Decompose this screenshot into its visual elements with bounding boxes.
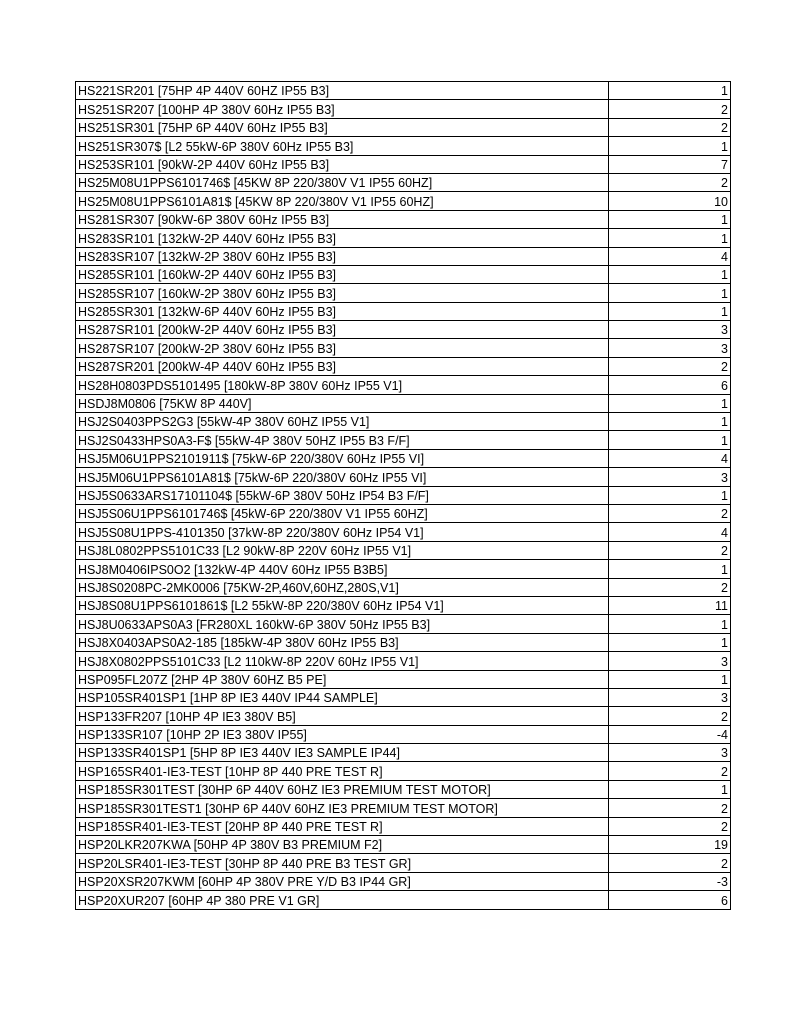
quantity-cell: 1 (609, 486, 731, 504)
item-description-cell: HS283SR101 [132kW-2P 440V 60Hz IP55 B3] (76, 229, 609, 247)
table-row (76, 836, 731, 854)
table-row (76, 854, 731, 872)
table-row (76, 210, 731, 228)
item-description-cell: HSJ5S08U1PPS-4101350 [37kW-8P 220/380V 60Hz IP54 V1] (76, 523, 609, 541)
table-row (76, 137, 731, 155)
item-description-cell: HSJ8X0403APS0A2-185 [185kW-4P 380V 60Hz IP55 B3] (76, 633, 609, 651)
quantity-cell: 19 (609, 836, 731, 854)
quantity-cell: 3 (609, 468, 731, 486)
table-row (76, 780, 731, 798)
item-description-cell: HS285SR301 [132kW-6P 440V 60Hz IP55 B3] (76, 302, 609, 320)
table-row (76, 541, 731, 559)
quantity-cell: 2 (609, 118, 731, 136)
table-row (76, 449, 731, 467)
quantity-cell: 3 (609, 688, 731, 706)
item-description-cell: HSP165SR401-IE3-TEST [10HP 8P 440 PRE TEST R] (76, 762, 609, 780)
item-description-cell: HS251SR301 [75HP 6P 440V 60Hz IP55 B3] (76, 118, 609, 136)
table-row (76, 615, 731, 633)
table-row (76, 633, 731, 651)
item-description-cell: HSP20LKR207KWA [50HP 4P 380V B3 PREMIUM F2] (76, 836, 609, 854)
quantity-cell: 3 (609, 339, 731, 357)
table-row (76, 192, 731, 210)
item-description-cell: HSP133FR207 [10HP 4P IE3 380V B5] (76, 707, 609, 725)
quantity-cell: 11 (609, 596, 731, 614)
item-description-cell: HS251SR307$ [L2 55kW-6P 380V 60Hz IP55 B3] (76, 137, 609, 155)
item-description-cell: HSJ2S0403PPS2G3 [55kW-4P 380V 60HZ IP55 V1] (76, 413, 609, 431)
item-description-cell: HSJ8U0633APS0A3 [FR280XL 160kW-6P 380V 50Hz IP55 B3] (76, 615, 609, 633)
table-row (76, 100, 731, 118)
table-row (76, 578, 731, 596)
quantity-cell: 2 (609, 799, 731, 817)
table-row (76, 688, 731, 706)
quantity-cell: 2 (609, 817, 731, 835)
item-description-cell: HS25M08U1PPS6101746$ [45KW 8P 220/380V V1 IP55 60HZ] (76, 173, 609, 191)
table-row (76, 725, 731, 743)
quantity-cell: 1 (609, 560, 731, 578)
table-row (76, 468, 731, 486)
item-description-cell: HS221SR201 [75HP 4P 440V 60HZ IP55 B3] (76, 82, 609, 100)
item-description-cell: HSP185SR401-IE3-TEST [20HP 8P 440 PRE TEST R] (76, 817, 609, 835)
item-description-cell: HS285SR107 [160kW-2P 380V 60Hz IP55 B3] (76, 284, 609, 302)
quantity-cell: 2 (609, 854, 731, 872)
item-description-cell: HS281SR307 [90kW-6P 380V 60Hz IP55 B3] (76, 210, 609, 228)
item-description-cell: HS28H0803PDS5101495 [180kW-8P 380V 60Hz IP55 V1] (76, 376, 609, 394)
item-description-cell: HSP185SR301TEST1 [30HP 6P 440V 60HZ IE3 PREMIUM TEST MOTOR] (76, 799, 609, 817)
quantity-cell: 10 (609, 192, 731, 210)
quantity-cell: 1 (609, 413, 731, 431)
table-row (76, 523, 731, 541)
item-description-cell: HS287SR101 [200kW-2P 440V 60Hz IP55 B3] (76, 321, 609, 339)
table-row (76, 817, 731, 835)
inventory-table-body (76, 82, 731, 910)
table-row (76, 799, 731, 817)
quantity-cell: -4 (609, 725, 731, 743)
table-row (76, 891, 731, 909)
quantity-cell: 1 (609, 394, 731, 412)
table-row (76, 321, 731, 339)
quantity-cell: 2 (609, 357, 731, 375)
table-row (76, 413, 731, 431)
table-row (76, 376, 731, 394)
item-description-cell: HSP133SR107 [10HP 2P IE3 380V IP55] (76, 725, 609, 743)
quantity-cell: 1 (609, 284, 731, 302)
table-row (76, 118, 731, 136)
table-row (76, 155, 731, 173)
table-row (76, 265, 731, 283)
quantity-cell: 1 (609, 431, 731, 449)
table-row (76, 284, 731, 302)
quantity-cell: 3 (609, 652, 731, 670)
item-description-cell: HSJ8S0208PC-2MK0006 [75KW-2P,460V,60HZ,280S,V1] (76, 578, 609, 596)
table-row (76, 560, 731, 578)
item-description-cell: HS287SR201 [200kW-4P 440V 60Hz IP55 B3] (76, 357, 609, 375)
quantity-cell: 3 (609, 321, 731, 339)
inventory-sheet (75, 81, 731, 910)
item-description-cell: HSP20LSR401-IE3-TEST [30HP 8P 440 PRE B3 TEST GR] (76, 854, 609, 872)
item-description-cell: HSP133SR401SP1 [5HP 8P IE3 440V IE3 SAMPLE IP44] (76, 744, 609, 762)
table-row (76, 394, 731, 412)
item-description-cell: HSP20XUR207 [60HP 4P 380 PRE V1 GR] (76, 891, 609, 909)
item-description-cell: HSJ5M06U1PPS2101911$ [75kW-6P 220/380V 60Hz IP55 VI] (76, 449, 609, 467)
quantity-cell: 2 (609, 578, 731, 596)
table-row (76, 302, 731, 320)
quantity-cell: 1 (609, 229, 731, 247)
table-row (76, 707, 731, 725)
item-description-cell: HSP095FL207Z [2HP 4P 380V 60HZ B5 PE] (76, 670, 609, 688)
item-description-cell: HSJ2S0433HPS0A3-F$ [55kW-4P 380V 50HZ IP55 B3 F/F] (76, 431, 609, 449)
quantity-cell: 2 (609, 100, 731, 118)
table-row (76, 504, 731, 522)
item-description-cell: HS287SR107 [200kW-2P 380V 60Hz IP55 B3] (76, 339, 609, 357)
item-description-cell: HSJ8L0802PPS5101C33 [L2 90kW-8P 220V 60Hz IP55 V1] (76, 541, 609, 559)
quantity-cell: 1 (609, 265, 731, 283)
quantity-cell: 1 (609, 82, 731, 100)
quantity-cell: 1 (609, 633, 731, 651)
quantity-cell: 2 (609, 173, 731, 191)
table-row (76, 339, 731, 357)
quantity-cell: 2 (609, 541, 731, 559)
table-row (76, 173, 731, 191)
quantity-cell: 1 (609, 210, 731, 228)
table-row (76, 431, 731, 449)
quantity-cell: 4 (609, 247, 731, 265)
item-description-cell: HSP105SR401SP1 [1HP 8P IE3 440V IP44 SAMPLE] (76, 688, 609, 706)
item-description-cell: HS283SR107 [132kW-2P 380V 60Hz IP55 B3] (76, 247, 609, 265)
table-row (76, 652, 731, 670)
quantity-cell: 2 (609, 707, 731, 725)
inventory-table (75, 81, 731, 910)
item-description-cell: HS253SR101 [90kW-2P 440V 60Hz IP55 B3] (76, 155, 609, 173)
table-row (76, 486, 731, 504)
quantity-cell: 1 (609, 615, 731, 633)
quantity-cell: 6 (609, 376, 731, 394)
item-description-cell: HSJ5S06U1PPS6101746$ [45kW-6P 220/380V V1 IP55 60HZ] (76, 504, 609, 522)
item-description-cell: HSJ8M0406IPS0O2 [132kW-4P 440V 60Hz IP55 B3B5] (76, 560, 609, 578)
table-row (76, 229, 731, 247)
table-row (76, 872, 731, 890)
item-description-cell: HS285SR101 [160kW-2P 440V 60Hz IP55 B3] (76, 265, 609, 283)
item-description-cell: HSJ5S0633ARS17101104$ [55kW-6P 380V 50Hz IP54 B3 F/F] (76, 486, 609, 504)
table-row (76, 82, 731, 100)
quantity-cell: 4 (609, 523, 731, 541)
quantity-cell: 1 (609, 670, 731, 688)
quantity-cell: 7 (609, 155, 731, 173)
quantity-cell: 3 (609, 744, 731, 762)
quantity-cell: 1 (609, 780, 731, 798)
item-description-cell: HSP185SR301TEST [30HP 6P 440V 60HZ IE3 PREMIUM TEST MOTOR] (76, 780, 609, 798)
table-row (76, 762, 731, 780)
item-description-cell: HS251SR207 [100HP 4P 380V 60Hz IP55 B3] (76, 100, 609, 118)
table-row (76, 744, 731, 762)
quantity-cell: 4 (609, 449, 731, 467)
quantity-cell: 2 (609, 762, 731, 780)
quantity-cell: -3 (609, 872, 731, 890)
table-row (76, 670, 731, 688)
item-description-cell: HSDJ8M0806 [75KW 8P 440V] (76, 394, 609, 412)
table-row (76, 596, 731, 614)
quantity-cell: 1 (609, 302, 731, 320)
quantity-cell: 6 (609, 891, 731, 909)
table-row (76, 357, 731, 375)
quantity-cell: 2 (609, 504, 731, 522)
item-description-cell: HSJ5M06U1PPS6101A81$ [75kW-6P 220/380V 60Hz IP55 VI] (76, 468, 609, 486)
quantity-cell: 1 (609, 137, 731, 155)
item-description-cell: HS25M08U1PPS6101A81$ [45KW 8P 220/380V V1 IP55 60HZ] (76, 192, 609, 210)
item-description-cell: HSJ8S08U1PPS6101861$ [L2 55kW-8P 220/380V 60Hz IP54 V1] (76, 596, 609, 614)
item-description-cell: HSP20XSR207KWM [60HP 4P 380V PRE Y/D B3 IP44 GR] (76, 872, 609, 890)
item-description-cell: HSJ8X0802PPS5101C33 [L2 110kW-8P 220V 60Hz IP55 V1] (76, 652, 609, 670)
table-row (76, 247, 731, 265)
